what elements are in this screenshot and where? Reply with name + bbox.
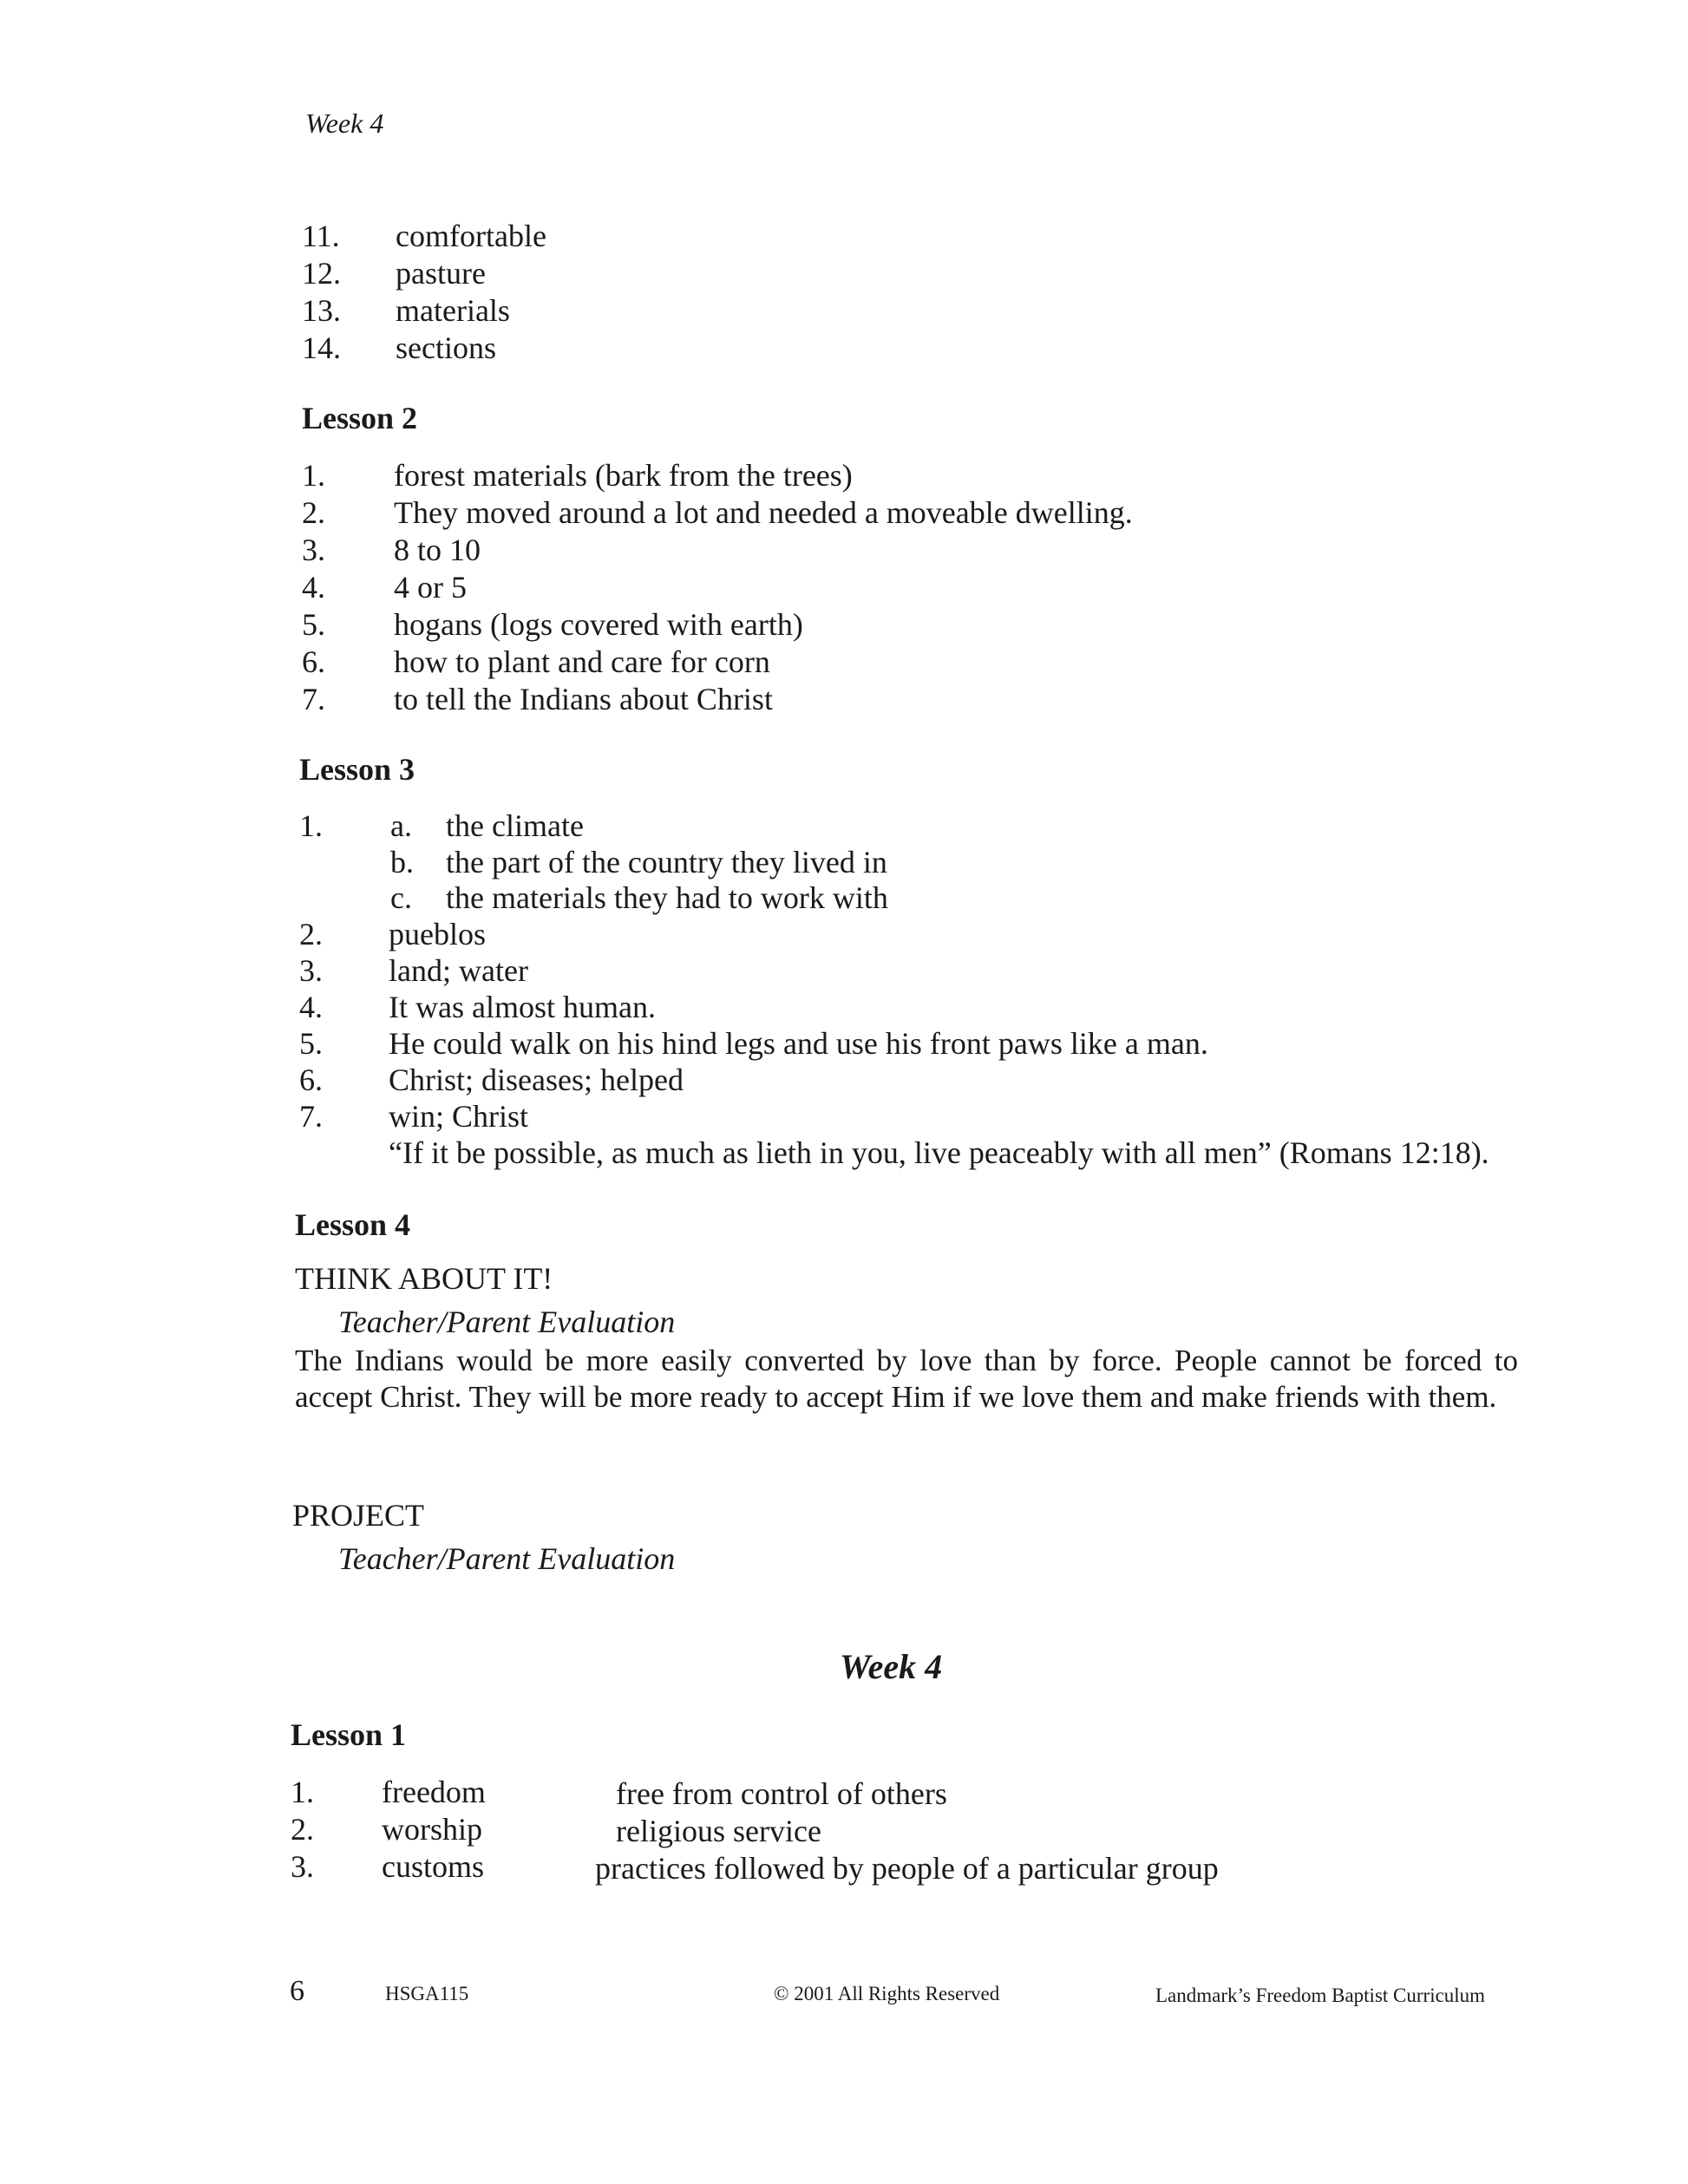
sublist-letter: a. [390, 808, 412, 843]
list-item-number: 5. [299, 1026, 323, 1061]
running-header: Week 4 [305, 108, 384, 139]
list-item-number: 4. [299, 990, 323, 1024]
list-item-text: They moved around a lot and needed a moveable dwelling. [394, 495, 1133, 530]
vocab-word: customs [382, 1849, 485, 1884]
list-item-text: pueblos [389, 917, 486, 951]
project-evaluation-note: Teacher/Parent Evaluation [338, 1541, 676, 1576]
project-heading: PROJECT [292, 1498, 425, 1533]
list-item-number: 13. [302, 293, 341, 328]
sublist-text: the materials they had to work with [446, 880, 888, 915]
vocab-number: 3. [291, 1849, 314, 1884]
copyright-notice: © 2001 All Rights Reserved [774, 1983, 1000, 2004]
list-item-number: 6. [299, 1063, 323, 1097]
list-item-number: 11. [302, 219, 340, 253]
list-item-number: 3. [299, 953, 323, 988]
vocab-definition: practices followed by people of a particular group [595, 1851, 1219, 1886]
sublist-letter: c. [390, 880, 412, 915]
list-item-text: land; water [389, 953, 528, 988]
lesson-2-heading: Lesson 2 [302, 401, 418, 435]
vocab-word: freedom [382, 1775, 486, 1809]
list-item-number: 2. [302, 495, 325, 530]
think-answer-paragraph: The Indians would be more easily converted by love than by force. People cannot be forced to accept Christ. They will be more ready to accept Him if we love them and make friends with them. [295, 1344, 1518, 1414]
list-item-number: 5. [302, 607, 325, 642]
list-item-number: 2. [299, 917, 323, 951]
think-about-it-heading: THINK ABOUT IT! [295, 1261, 553, 1296]
list-item-number: 4. [302, 570, 325, 605]
vocab-definition: free from control of others [616, 1776, 947, 1811]
week-4-title: Week 4 [840, 1647, 943, 1686]
list-item-number: 1. [299, 808, 323, 843]
vocab-number: 1. [291, 1775, 314, 1809]
vocab-definition: religious service [616, 1814, 821, 1848]
sublist-text: the part of the country they lived in [446, 845, 887, 879]
list-item-text: to tell the Indians about Christ [394, 682, 773, 716]
list-item-text: how to plant and care for corn [394, 644, 770, 679]
list-item-number: 3. [302, 533, 325, 567]
list-item-number: 14. [302, 330, 341, 365]
list-item-text: He could walk on his hind legs and use his front paws like a man. [389, 1026, 1208, 1061]
list-item-text: 4 or 5 [394, 570, 467, 605]
list-item-text: comfortable [396, 219, 546, 253]
course-code: HSGA115 [385, 1983, 469, 2004]
vocab-word: worship [382, 1812, 482, 1847]
lesson-4-heading: Lesson 4 [295, 1207, 411, 1242]
list-item-number: 7. [299, 1099, 323, 1134]
list-item-text: sections [396, 330, 496, 365]
vocab-number: 2. [291, 1812, 314, 1847]
lesson-3-heading: Lesson 3 [299, 752, 415, 787]
scripture-quote: “If it be possible, as much as lieth in you, live peaceably with all men” (Romans 12:18). [389, 1135, 1489, 1170]
list-item-text: forest materials (bark from the trees) [394, 458, 853, 493]
list-item-number: 7. [302, 682, 325, 716]
think-evaluation-note: Teacher/Parent Evaluation [338, 1305, 676, 1339]
sublist-text: the climate [446, 808, 584, 843]
list-item-text: hogans (logs covered with earth) [394, 607, 803, 642]
list-item-number: 12. [302, 256, 341, 291]
list-item-text: 8 to 10 [394, 533, 481, 567]
list-item-text: pasture [396, 256, 486, 291]
page-number: 6 [290, 1975, 304, 2007]
sublist-letter: b. [390, 845, 414, 879]
week-4-lesson-1-heading: Lesson 1 [291, 1717, 407, 1752]
list-item-text: Christ; diseases; helped [389, 1063, 684, 1097]
list-item-number: 1. [302, 458, 325, 493]
list-item-text: It was almost human. [389, 990, 656, 1024]
list-item-number: 6. [302, 644, 325, 679]
publisher-name: Landmark’s Freedom Baptist Curriculum [1155, 1985, 1486, 2006]
list-item-text: win; Christ [389, 1099, 529, 1134]
list-item-text: materials [396, 293, 510, 328]
